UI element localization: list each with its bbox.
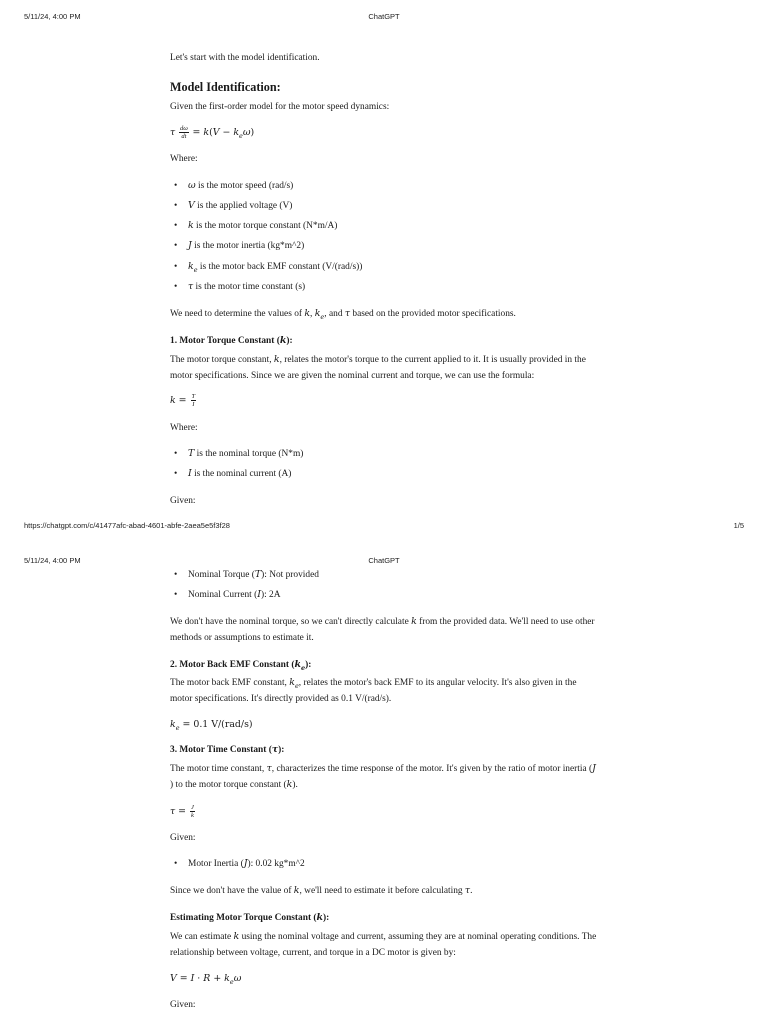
where-label: Where: [170, 154, 198, 164]
print-title: ChatGPT [368, 12, 400, 21]
def-omega: • ω is the motor speed (rad/s) [174, 178, 293, 194]
ke-value: $k_e = 0.1$ V/(rad/s) [170, 719, 253, 732]
model-equation: τ $\frac{d\omega}{dt}$ = $k(V - k_e\omega)$ [170, 124, 255, 140]
need-text: We need to determine the values of k, $k_e$, and τ based on the provided motor specifications. [170, 308, 516, 321]
print-url: https://chatgpt.com/c/41477afc-abad-4601-abfe-2aea5e5f3f28 [24, 521, 230, 530]
since-text: Since we don't have the value of k, we'll need to estimate it before calculating τ. [170, 885, 473, 896]
pdf-page-2 [0, 548, 768, 1024]
no-torque-text-2: methods or assumptions to estimate it. [170, 633, 314, 643]
subheading-back-emf: 2. Motor Back EMF Constant $(k_e)$: [170, 659, 312, 672]
time-constant-text-1: The motor time constant, τ, characterizes the time response of the motor. It's given by the ratio of motor inertia (J [170, 763, 596, 774]
given-label: Given: [170, 496, 196, 506]
tau-formula: τ = $\frac{J}{k}$ [170, 803, 194, 819]
given-nominal-torque: • Nominal Torque (T): Not provided [174, 567, 319, 583]
given-nominal-current: • Nominal Current (I): 2A [174, 587, 281, 603]
k-formula: k = $\frac{T}{I}$ [170, 392, 196, 408]
torque-constant-text-2: motor specifications. Since we are given the nominal current and torque, we can use the formula: [170, 371, 535, 381]
torque-constant-text-1: The motor torque constant, k, relates the motor's torque to the current applied to it. It is usually provided in the [170, 354, 586, 365]
back-emf-text-1: The motor back EMF constant, $k_e$, relates the motor's back EMF to its angular velocity. It's also given in the [170, 677, 577, 690]
print-datetime: 5/11/24, 4:00 PM [24, 12, 81, 21]
section-heading: Model Identification: [170, 80, 281, 94]
no-torque-text-1: We don't have the nominal torque, so we can't directly calculate k from the provided data. We'll need to use other [170, 616, 595, 627]
print-title-2: ChatGPT [368, 556, 400, 565]
estimate-text-2: relationship between voltage, current, and torque in a DC motor is given by: [170, 948, 456, 958]
voltage-equation: $V = I \cdot R + k_e\omega$ [170, 973, 242, 986]
def-k: • k is the motor torque constant (N*m/A) [174, 218, 337, 234]
given-label-2: Given: [170, 833, 196, 843]
subheading-torque-constant: 1. Motor Torque Constant (k): [170, 335, 293, 346]
def-nominal-current: • I is the nominal current (A) [174, 466, 291, 482]
def-tau: • τ is the motor time constant (s) [174, 279, 305, 295]
estimate-text-1: We can estimate k using the nominal voltage and current, assuming they are at nominal operating conditions. The [170, 931, 597, 942]
def-nominal-torque: • T is the nominal torque (N*m) [174, 446, 303, 462]
given-label-3: Given: [170, 1000, 196, 1010]
print-datetime-2: 5/11/24, 4:00 PM [24, 556, 81, 565]
intro-text: Let's start with the model identification. [170, 53, 320, 63]
subheading-time-constant: 3. Motor Time Constant (τ): [170, 744, 285, 755]
given-model-text: Given the first-order model for the motor speed dynamics: [170, 102, 390, 112]
back-emf-text-2: motor specifications. It's directly provided as 0.1 V/(rad/s). [170, 694, 392, 704]
subheading-estimate-k: Estimating Motor Torque Constant (k): [170, 912, 330, 923]
given-inertia: • Motor Inertia (J): 0.02 kg*m^2 [174, 856, 305, 872]
where-label-2: Where: [170, 423, 198, 433]
time-constant-text-2: ) to the motor torque constant (k). [170, 779, 298, 790]
def-ke: • $k_e$ is the motor back EMF constant (V/(rad/s)) [174, 259, 362, 278]
print-page-number: 1/5 [733, 521, 744, 530]
def-j: • J is the motor inertia (kg*m^2) [174, 238, 304, 254]
def-voltage: • V is the applied voltage (V) [174, 198, 292, 214]
